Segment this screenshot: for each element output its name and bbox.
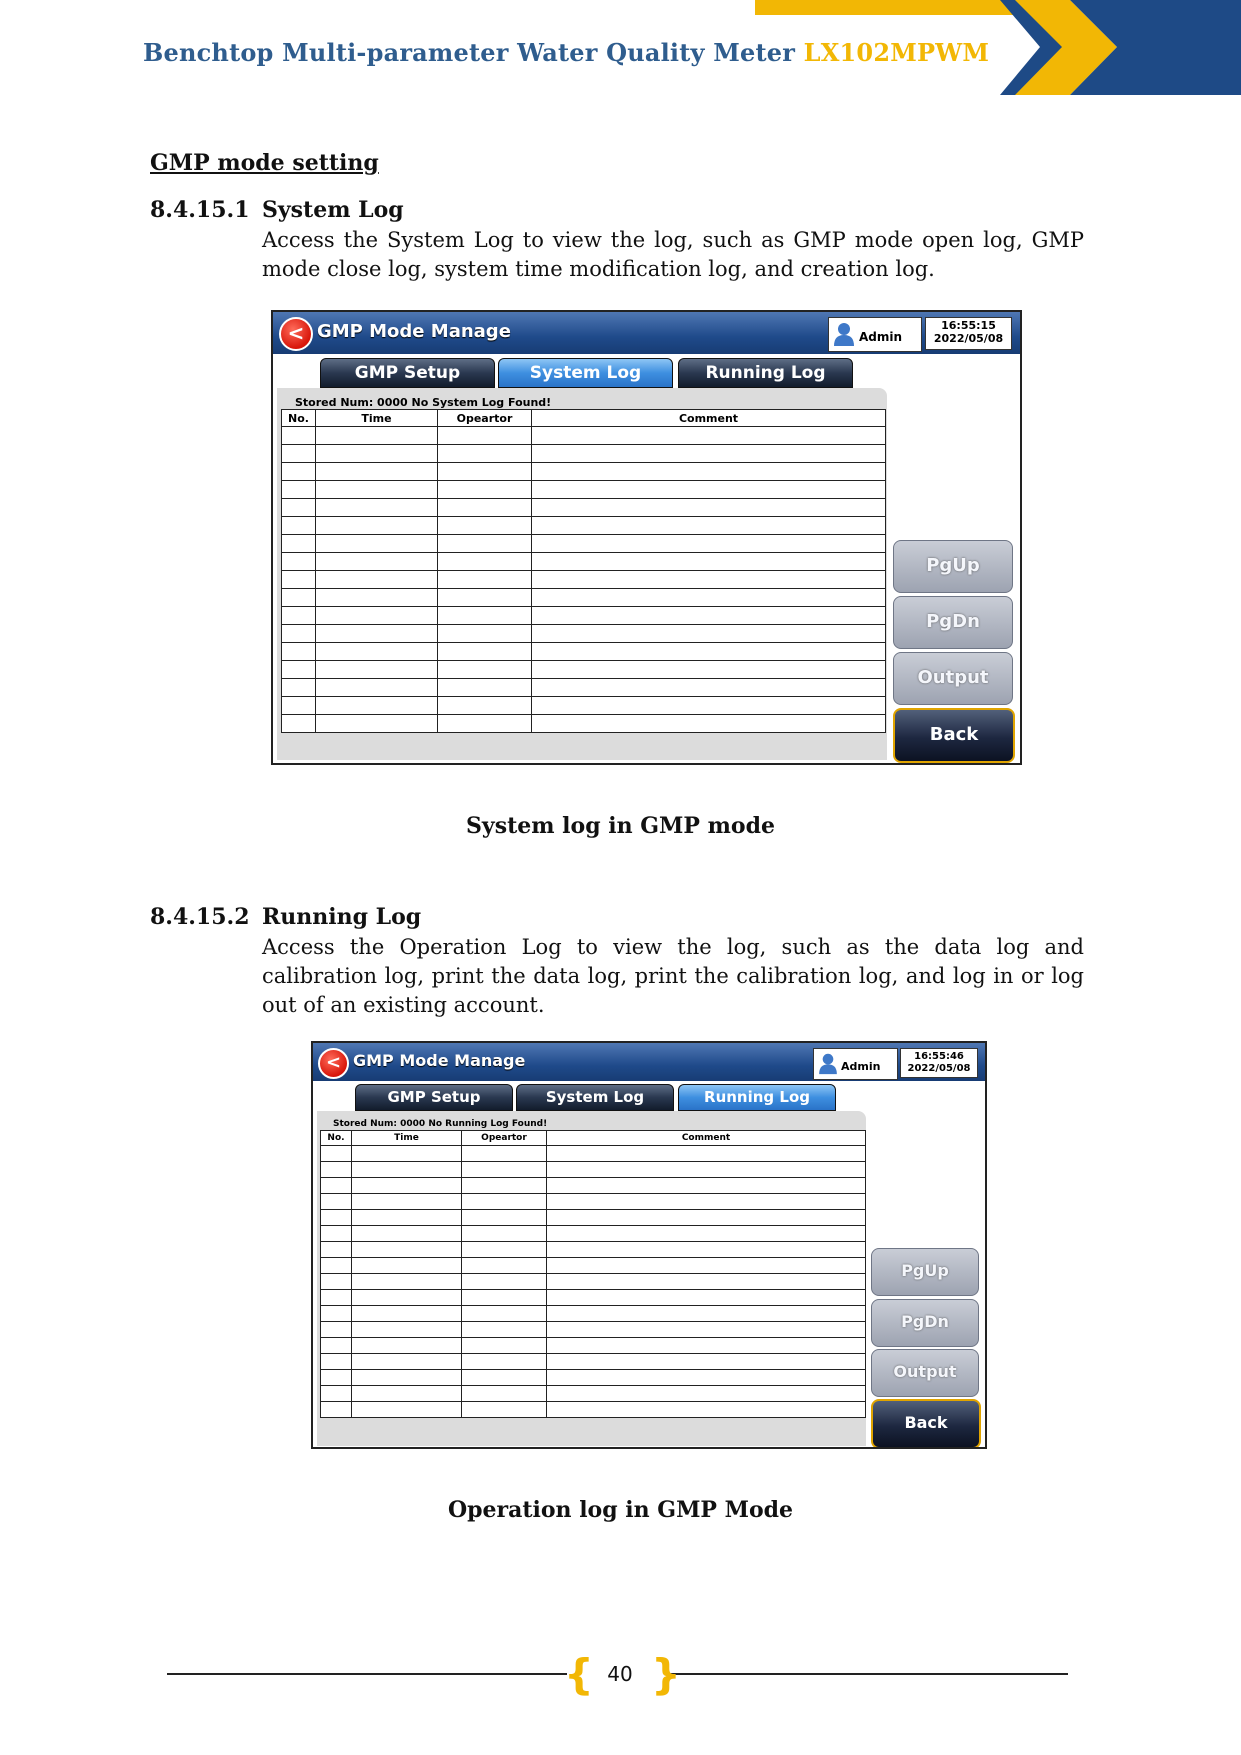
col-comment: Comment	[547, 1131, 866, 1146]
table-cell	[547, 1290, 866, 1306]
table-cell	[462, 1194, 547, 1210]
table-cell	[316, 535, 438, 553]
table-cell	[438, 643, 532, 661]
table-cell	[352, 1146, 462, 1162]
table-cell	[547, 1322, 866, 1338]
table-cell	[532, 553, 886, 571]
table-cell	[352, 1402, 462, 1418]
table-row[interactable]	[282, 427, 886, 445]
device-screen-running-log	[311, 1041, 987, 1449]
table-cell	[547, 1370, 866, 1386]
pgdn-button[interactable]: PgDn	[893, 596, 1013, 649]
table-cell	[321, 1290, 352, 1306]
subsection-name: Running Log	[262, 904, 422, 930]
table-cell	[438, 625, 532, 643]
table-cell	[321, 1402, 352, 1418]
table-cell	[352, 1386, 462, 1402]
table-row[interactable]	[321, 1402, 866, 1418]
table-cell	[547, 1386, 866, 1402]
clock-time: 16:55:46	[914, 1051, 964, 1062]
table-cell	[462, 1146, 547, 1162]
table-row[interactable]	[282, 697, 886, 715]
tab-system-log[interactable]: System Log	[498, 358, 673, 388]
table-cell	[321, 1146, 352, 1162]
table-cell	[316, 553, 438, 571]
clock-display	[925, 317, 1012, 350]
table-row[interactable]	[321, 1290, 866, 1306]
table-cell	[462, 1338, 547, 1354]
table-cell	[321, 1386, 352, 1402]
table-cell	[282, 499, 316, 517]
table-cell	[438, 607, 532, 625]
table-cell	[462, 1162, 547, 1178]
table-cell	[352, 1162, 462, 1178]
table-row[interactable]	[321, 1162, 866, 1178]
table-cell	[547, 1338, 866, 1354]
log-table	[320, 1130, 866, 1418]
table-cell	[316, 463, 438, 481]
table-cell	[547, 1146, 866, 1162]
table-cell	[282, 427, 316, 445]
table-cell	[532, 607, 886, 625]
table-cell	[462, 1322, 547, 1338]
subsection-number: 8.4.15.2	[150, 904, 250, 930]
table-cell	[547, 1306, 866, 1322]
table-cell	[321, 1194, 352, 1210]
table-cell	[352, 1178, 462, 1194]
table-cell	[438, 571, 532, 589]
user-icon	[818, 1052, 838, 1075]
table-cell	[316, 481, 438, 499]
page-number: 40	[607, 1662, 633, 1686]
subsection-name: System Log	[262, 197, 404, 223]
device-screen-system-log	[271, 310, 1022, 765]
table-cell	[282, 571, 316, 589]
clock-date: 2022/05/08	[907, 1062, 971, 1074]
table-row[interactable]	[282, 589, 886, 607]
table-cell	[352, 1210, 462, 1226]
table-cell	[462, 1370, 547, 1386]
table-cell	[462, 1258, 547, 1274]
table-row[interactable]	[321, 1146, 866, 1162]
user-name: Admin	[841, 1060, 881, 1073]
table-cell	[352, 1322, 462, 1338]
footer-rule-left	[167, 1673, 567, 1675]
table-cell	[462, 1386, 547, 1402]
table-cell	[547, 1162, 866, 1178]
table-cell	[532, 535, 886, 553]
table-cell	[438, 517, 532, 535]
table-cell	[547, 1194, 866, 1210]
screen-title: GMP Mode Manage	[353, 1051, 526, 1070]
table-cell	[316, 697, 438, 715]
table-cell	[316, 589, 438, 607]
table-cell	[321, 1242, 352, 1258]
log-table	[281, 409, 886, 733]
tab-gmp-setup[interactable]: GMP Setup	[320, 358, 495, 388]
back-arrow-icon[interactable]: <	[279, 317, 313, 351]
tab-running-log[interactable]: Running Log	[678, 358, 853, 388]
table-cell	[282, 715, 316, 733]
title-bar	[273, 312, 1020, 354]
table-row[interactable]	[282, 571, 886, 589]
table-cell	[316, 715, 438, 733]
table-cell	[438, 679, 532, 697]
table-cell	[532, 517, 886, 535]
subsection-number: 8.4.15.1	[150, 197, 250, 223]
col-time: Time	[352, 1131, 462, 1146]
table-row[interactable]	[321, 1306, 866, 1322]
table-cell	[438, 715, 532, 733]
table-cell	[462, 1178, 547, 1194]
tab-running-log[interactable]: Running Log	[678, 1084, 836, 1111]
table-cell	[321, 1178, 352, 1194]
table-cell	[282, 463, 316, 481]
table-row[interactable]	[321, 1242, 866, 1258]
table-cell	[282, 607, 316, 625]
table-cell	[316, 517, 438, 535]
table-cell	[282, 517, 316, 535]
table-cell	[462, 1290, 547, 1306]
table-row[interactable]	[321, 1386, 866, 1402]
footer-rule-right	[664, 1673, 1068, 1675]
table-cell	[438, 553, 532, 571]
user-name: Admin	[859, 330, 903, 344]
table-header-row	[282, 410, 886, 427]
screen-title: GMP Mode Manage	[317, 321, 511, 342]
table-cell	[282, 661, 316, 679]
table-row[interactable]	[321, 1322, 866, 1338]
table-cell	[462, 1274, 547, 1290]
table-cell	[282, 445, 316, 463]
table-row[interactable]	[321, 1194, 866, 1210]
col-comment: Comment	[532, 410, 886, 427]
table-cell	[316, 427, 438, 445]
table-cell	[532, 445, 886, 463]
stored-status: Stored Num: 0000 No System Log Found!	[295, 396, 552, 409]
table-cell	[532, 625, 886, 643]
table-cell	[532, 589, 886, 607]
clock-time: 16:55:15	[941, 319, 996, 332]
col-time: Time	[316, 410, 438, 427]
table-cell	[316, 625, 438, 643]
pgdn-button[interactable]: PgDn	[871, 1299, 979, 1347]
table-cell	[316, 571, 438, 589]
table-cell	[462, 1306, 547, 1322]
stored-status: Stored Num: 0000 No Running Log Found!	[333, 1119, 548, 1129]
table-cell	[352, 1354, 462, 1370]
table-cell	[547, 1258, 866, 1274]
table-cell	[532, 679, 886, 697]
table-cell	[316, 607, 438, 625]
footer-bracket-right: }	[651, 1650, 681, 1699]
user-badge[interactable]	[813, 1048, 898, 1080]
table-cell	[532, 661, 886, 679]
tab-system-log[interactable]: System Log	[516, 1084, 674, 1111]
table-row[interactable]	[282, 535, 886, 553]
section-title: GMP mode setting	[150, 150, 379, 176]
col-operator: Opeartor	[462, 1131, 547, 1146]
table-cell	[352, 1274, 462, 1290]
table-cell	[438, 589, 532, 607]
table-cell	[282, 535, 316, 553]
table-cell	[321, 1162, 352, 1178]
table-row[interactable]	[282, 481, 886, 499]
table-cell	[547, 1242, 866, 1258]
table-row[interactable]	[282, 715, 886, 733]
table-cell	[282, 589, 316, 607]
table-row[interactable]	[282, 553, 886, 571]
table-cell	[282, 625, 316, 643]
user-badge[interactable]	[828, 317, 922, 352]
pgup-button[interactable]: PgUp	[893, 540, 1013, 593]
user-icon	[833, 321, 855, 347]
table-cell	[438, 445, 532, 463]
table-cell	[462, 1226, 547, 1242]
output-button[interactable]: Output	[871, 1349, 979, 1397]
table-cell	[547, 1274, 866, 1290]
table-row[interactable]	[321, 1274, 866, 1290]
table-row[interactable]	[321, 1338, 866, 1354]
table-cell	[532, 481, 886, 499]
table-row[interactable]	[282, 517, 886, 535]
table-cell	[282, 679, 316, 697]
table-cell	[352, 1306, 462, 1322]
table-cell	[316, 445, 438, 463]
header-product-name: Benchtop Multi-parameter Water Quality Meter	[143, 38, 796, 67]
header-chevron-decoration	[740, 0, 1241, 95]
table-cell	[316, 499, 438, 517]
table-cell	[532, 697, 886, 715]
table-cell	[352, 1226, 462, 1242]
table-cell	[547, 1402, 866, 1418]
table-cell	[547, 1354, 866, 1370]
table-row[interactable]	[282, 661, 886, 679]
table-row[interactable]	[321, 1178, 866, 1194]
table-cell	[321, 1274, 352, 1290]
header-model: LX102MPWM	[803, 38, 990, 67]
table-cell	[282, 481, 316, 499]
table-cell	[462, 1210, 547, 1226]
table-cell	[438, 697, 532, 715]
tab-gmp-setup[interactable]: GMP Setup	[355, 1084, 513, 1111]
table-cell	[547, 1210, 866, 1226]
table-cell	[316, 679, 438, 697]
table-row[interactable]	[321, 1258, 866, 1274]
table-cell	[352, 1194, 462, 1210]
clock-date: 2022/05/08	[933, 331, 1004, 345]
table-cell	[438, 499, 532, 517]
table-cell	[438, 463, 532, 481]
figure-caption: Operation log in GMP Mode	[447, 1497, 794, 1523]
table-cell	[532, 715, 886, 733]
back-button[interactable]: Back	[871, 1399, 981, 1449]
table-cell	[438, 481, 532, 499]
table-row[interactable]	[321, 1354, 866, 1370]
table-cell	[438, 661, 532, 679]
back-arrow-icon[interactable]: <	[318, 1048, 349, 1079]
table-cell	[532, 427, 886, 445]
table-cell	[321, 1322, 352, 1338]
table-cell	[532, 571, 886, 589]
table-cell	[321, 1258, 352, 1274]
table-cell	[352, 1258, 462, 1274]
table-row[interactable]	[282, 607, 886, 625]
table-cell	[321, 1338, 352, 1354]
figure-caption: System log in GMP mode	[466, 813, 775, 839]
subsection-paragraph: Access the System Log to view the log, such as GMP mode open log, GMP mode close log, system time modification log, and creation log.	[262, 228, 1084, 281]
footer-bracket-left: {	[564, 1650, 594, 1699]
table-row[interactable]	[282, 445, 886, 463]
table-row[interactable]	[282, 463, 886, 481]
table-row[interactable]	[282, 643, 886, 661]
table-cell	[438, 427, 532, 445]
table-row[interactable]	[282, 679, 886, 697]
table-header-row	[321, 1131, 866, 1146]
table-cell	[321, 1210, 352, 1226]
table-cell	[547, 1226, 866, 1242]
table-cell	[547, 1178, 866, 1194]
table-cell	[462, 1402, 547, 1418]
table-cell	[352, 1370, 462, 1386]
table-cell	[532, 463, 886, 481]
table-row[interactable]	[321, 1370, 866, 1386]
clock-display	[900, 1048, 978, 1078]
table-cell	[352, 1290, 462, 1306]
output-button[interactable]: Output	[893, 652, 1013, 705]
table-cell	[438, 535, 532, 553]
table-cell	[462, 1242, 547, 1258]
title-bar	[313, 1043, 985, 1081]
table-row[interactable]	[321, 1210, 866, 1226]
table-cell	[352, 1338, 462, 1354]
subsection-paragraph: Access the Operation Log to view the log, such as the data log and calibration log, print the data log, print the calibration log, and log in or log out of an existing account.	[262, 935, 1084, 1017]
table-cell	[532, 499, 886, 517]
table-cell	[462, 1354, 547, 1370]
table-cell	[316, 661, 438, 679]
table-cell	[321, 1306, 352, 1322]
table-cell	[321, 1370, 352, 1386]
table-row[interactable]	[282, 499, 886, 517]
table-row[interactable]	[282, 625, 886, 643]
table-cell	[352, 1242, 462, 1258]
col-operator: Opeartor	[438, 410, 532, 427]
pgup-button[interactable]: PgUp	[871, 1248, 979, 1296]
col-no: No.	[282, 410, 316, 427]
table-cell	[532, 643, 886, 661]
col-no: No.	[321, 1131, 352, 1146]
table-cell	[282, 643, 316, 661]
table-cell	[321, 1226, 352, 1242]
table-cell	[316, 643, 438, 661]
back-button[interactable]: Back	[893, 708, 1015, 763]
table-cell	[321, 1354, 352, 1370]
table-row[interactable]	[321, 1226, 866, 1242]
table-cell	[282, 697, 316, 715]
table-cell	[282, 553, 316, 571]
